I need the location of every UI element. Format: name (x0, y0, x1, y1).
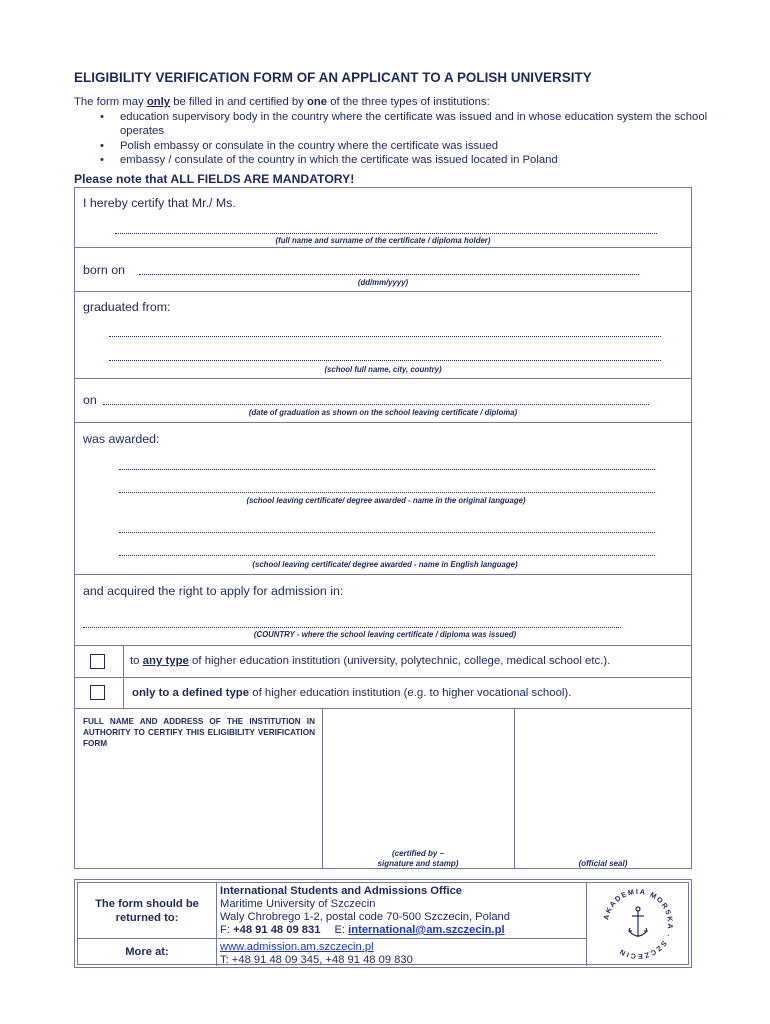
footer-frame (77, 882, 689, 965)
intro-text (74, 95, 714, 168)
any-type-checkbox[interactable] (90, 654, 105, 669)
fax-number: +48 91 48 09 831 (233, 924, 321, 936)
awarded-english-line-1[interactable] (119, 532, 655, 533)
institution-types-list (74, 110, 714, 168)
awarded-original-caption: (school leaving certificate/ degree awarded - name in the original language) (246, 496, 526, 505)
office-contact (220, 885, 510, 937)
seal-field[interactable] (515, 709, 691, 849)
option-divider (123, 678, 124, 708)
defined-type-bold: only to a defined type (132, 687, 250, 699)
mandatory-notice: Please note that ALL FIELDS ARE MANDATORY! (74, 172, 355, 186)
graduated-label: graduated from: (83, 300, 171, 314)
defined-type-checkbox[interactable] (90, 685, 105, 700)
footer-divider-1 (216, 883, 217, 966)
intro-suffix: of the three types of institutions: (327, 96, 490, 108)
list-item: • Polish embassy or consulate in the country where the certificate was issued (120, 139, 714, 154)
option-any-type-row (75, 646, 691, 678)
institution-field[interactable] (75, 749, 321, 867)
signature-field[interactable] (323, 709, 513, 839)
office-address: Waly Chrobrego 1-2, postal code 70-500 Szczecin, Poland (220, 911, 511, 923)
list-item: • education supervisory body in the country where the certificate was issued and in whose education system the school operates (120, 110, 714, 139)
defined-type-suffix: of higher education institution (e.g. to higher vocational school). (249, 687, 572, 699)
graduation-date-caption: (date of graduation as shown on the school leaving certificate / diploma) (248, 408, 518, 417)
website-link[interactable]: www.admission.am.szczecin.pl (220, 941, 374, 953)
country-field[interactable] (83, 627, 621, 628)
any-type-label (130, 655, 610, 667)
svg-text:AKADEMIA MORSKA · SZCZECIN: AKADEMIA MORSKA · SZCZECIN (601, 886, 676, 962)
university-logo (588, 883, 688, 966)
awarded-label: was awarded: (83, 432, 160, 446)
intro-one: one (306, 96, 328, 108)
birth-date-section (75, 248, 691, 292)
awarded-english-caption: (school leaving certificate/ degree awarded - name in English language) (252, 560, 518, 569)
intro-prefix: The form may (74, 96, 147, 108)
certify-label: I hereby certify that Mr./ Ms. (83, 196, 236, 210)
graduation-date-section (75, 379, 691, 423)
option-divider (123, 646, 124, 677)
defined-type-label (132, 687, 571, 699)
email-prefix: E: (334, 924, 349, 936)
full-name-field[interactable] (115, 233, 657, 234)
certify-section (75, 188, 691, 248)
awarded-section (75, 423, 691, 575)
more-info (220, 941, 413, 967)
institution-label: FULL NAME AND ADDRESS OF THE INSTITUTION IN AUTHORITY TO CERTIFY THIS ELIGIBILITY VERIFICATION FORM (83, 717, 315, 748)
signature-caption-line-1: (certified by – (391, 849, 444, 858)
university-name: Maritime University of Szczecin (220, 898, 376, 910)
school-field-line-2[interactable] (109, 360, 661, 361)
logo-seal-icon (588, 883, 688, 966)
footer-divider-2 (586, 883, 587, 966)
phone-numbers: T: +48 91 48 09 345, +48 91 48 09 830 (220, 954, 413, 966)
contact-footer (74, 879, 692, 968)
seal-caption: (official seal) (578, 859, 628, 868)
any-type-prefix: to (130, 655, 143, 667)
intro-line (74, 95, 714, 110)
on-label: on (83, 393, 97, 407)
full-name-caption: (full name and surname of the certificate / diploma holder) (275, 236, 491, 245)
email-link[interactable]: international@am.szczecin.pl (348, 924, 505, 936)
admission-right-section (75, 575, 691, 646)
graduation-date-field[interactable] (103, 404, 649, 405)
school-section (75, 292, 691, 379)
form-title: ELIGIBILITY VERIFICATION FORM OF AN APPLICANT TO A POLISH UNIVERSITY (74, 70, 592, 85)
office-name: International Students and Admissions Office (220, 885, 463, 897)
school-field-line-1[interactable] (109, 336, 661, 337)
footer-row-divider (78, 938, 586, 939)
fax-prefix: F: (220, 924, 234, 936)
signature-caption (323, 849, 513, 869)
fax-email-line (220, 924, 510, 937)
birth-date-caption: (dd/mm/yyyy) (357, 278, 409, 287)
signature-caption-line-2: signature and stamp) (377, 859, 459, 868)
returned-label: The form should be returned to: (95, 898, 199, 924)
admission-right-label: and acquired the right to apply for admission in: (83, 584, 344, 598)
country-caption: (COUNTRY - where the school leaving certificate / diploma was issued) (253, 630, 517, 639)
certification-section (75, 709, 691, 868)
awarded-original-line-1[interactable] (119, 469, 655, 470)
verification-form (74, 187, 692, 869)
birth-date-field[interactable] (139, 274, 639, 275)
born-label: born on (83, 263, 126, 277)
any-type-suffix: of higher education institution (university, polytechnic, college, medical school etc.). (188, 655, 611, 667)
option-defined-type-row (75, 678, 691, 709)
awarded-english-line-2[interactable] (119, 555, 655, 556)
intro-middle: be filled in and certified by (170, 96, 307, 108)
intro-only: only (146, 96, 171, 108)
any-type-bold: any type (142, 655, 189, 667)
list-item: • embassy / consulate of the country in which the certificate was issued located in Poland (120, 153, 714, 168)
awarded-original-line-2[interactable] (119, 492, 655, 493)
school-caption: (school full name, city, country) (324, 365, 442, 374)
more-label: More at: (125, 946, 169, 958)
